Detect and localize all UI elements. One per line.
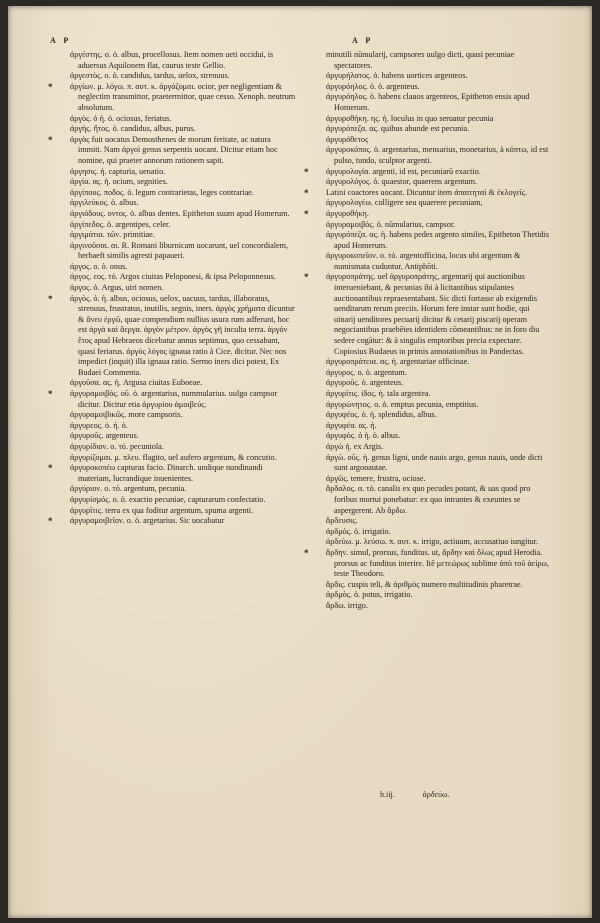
dictionary-entry [306, 92, 552, 113]
entry-text: ἀργέστης. ο. ὁ. albus, procellosus. Item nomen ueti occidui, is aduersus Aquilonem flat, caurus teste Gellio. [70, 50, 274, 70]
asterisk-marker: * [304, 166, 309, 177]
entry-text: ἀργὴς. ἥτος. ὁ. candidus, albus, purus. [70, 124, 196, 134]
dictionary-entry [50, 230, 296, 241]
dictionary-entry [50, 453, 296, 464]
dictionary-entry [50, 220, 296, 231]
entry-text: ἀργυρόηλος. ὁ. ὀ. argenteus. [326, 81, 420, 91]
left-column [50, 50, 296, 527]
asterisk-marker: * [304, 208, 309, 219]
dictionary-entry [50, 272, 296, 283]
dictionary-entry [50, 410, 296, 421]
dictionary-entry [50, 114, 296, 125]
entry-text: ἀργὸς. ὁ. ἡ. albus, ociosus, uelox, uacuus, tardus, illaboratus, strenuus, frustratus, inutilis, segnis, iners. ἀργὸς χρήματα dicuntur & ἄνευ ἐργῶ, quae compendium nullius usura rum adferunt, hoc est ἀργὰ καὶ ἄεργα. ἀργὸν μέτρον. ἀργὸς γῆ inculta terra. ἀργὸν ἔτος apud Hebraeos dicebatur annus septimus, quo cessabant, quasi feriarus. ἀργὸς λόγος ignaua ratio à Cice. dicitur. Nec nos impedict (inquit) illa ignaua ratio. Sermo iners dici potest, Ex Budaei Commenta. [70, 293, 295, 377]
dictionary-entry [306, 378, 552, 389]
entry-text: ἀργυρῖτις. terra ex qua foditur argentum, spuma argenti. [70, 505, 254, 515]
dictionary-entry [50, 378, 296, 389]
entry-text: ἀργος. ο. ὁ. onus. [70, 261, 128, 271]
entry-text: ἀργυρόηλος. ὁ. habens clauos argenteos, Epitheton ensis apud Homerum. [326, 92, 530, 112]
entry-text: ἀργῶς. temere, frustra, ociose. [326, 473, 426, 483]
dictionary-entry [306, 50, 552, 71]
entry-text: ἀργυροῦς. argenteus. [70, 431, 139, 441]
asterisk-marker: * [48, 81, 53, 92]
dictionary-entry [306, 389, 552, 400]
entry-text: ἀργυροκοπεῖον. ο. τό. argentofficina, locus ubi argentum & numismata cuduntur, Antiphōti. [326, 251, 521, 271]
entry-text: minutili nūmularij, campsores uulgo dicti, quasi pecuniae spectatores. [326, 50, 515, 70]
dictionary-entry [306, 230, 552, 251]
entry-text: ἀργος. ὁ. Argus, uiri nomen. [70, 283, 164, 293]
entry-text: ἀργυρίσμός. ο. ὁ. exactio pecuniae, capturarum confectatio. [70, 494, 266, 504]
dictionary-entry [306, 537, 552, 548]
entry-text: ἀργυροκοπέω capturas facio. Dinarch. undique nundinandi materiam, lucrandique inuenientes. [70, 463, 263, 483]
dictionary-entry [306, 484, 552, 516]
dictionary-entry [306, 580, 552, 591]
entry-text: ἄρδαλος. α. τό. canalis ex quo pecudes potant, & uas quod pro foribus mortui ponebatur: ex quo intrantes & exeuntes se aspergerent. Ab ἄρδω. [326, 484, 531, 515]
dictionary-entry [306, 188, 552, 199]
dictionary-entry [50, 188, 296, 199]
dictionary-entry [306, 431, 552, 442]
entry-text: ἀργυρίδιον. ο. τό. pecuniola. [70, 441, 164, 451]
entry-text: ἀργυραμοιβός. ὁ. nūmularius, campsor. [326, 219, 456, 229]
entry-text: ἀργύριον. ο. τό. argentum, pecunia. [70, 484, 187, 494]
dictionary-entry [306, 124, 552, 135]
dictionary-entry [50, 82, 296, 114]
dictionary-entry [306, 145, 552, 166]
entry-text: ἀργυροθήκη. [326, 208, 369, 218]
entry-text: ἀργυρόπεζα. ας. ἡ. habens pedes argento similes, Epitheton Thetidis apud Homerum. [326, 230, 550, 250]
page-footer [380, 790, 475, 799]
dictionary-entry [50, 50, 296, 71]
asterisk-marker: * [304, 272, 309, 283]
signature-mark: h.iij. [380, 790, 395, 799]
entry-text: ἄρδευσις. [326, 516, 358, 526]
asterisk-marker: * [304, 547, 309, 558]
dictionary-entry [306, 474, 552, 485]
entry-text: ἀργυραμοιβεῖον. ο. ὁ. argetarius. Sic uocabatur [70, 516, 225, 526]
entry-text: ἀργία. ας. ἡ. ocium, segnities. [70, 177, 168, 187]
dictionary-entry [306, 357, 552, 368]
dictionary-entry [50, 198, 296, 209]
dictionary-entry [306, 527, 552, 538]
asterisk-marker: * [48, 134, 53, 145]
dictionary-entry [50, 167, 296, 178]
entry-text: ἀργυρεος. ὁ. ἡ. ὀ. [70, 420, 128, 430]
dictionary-entry [306, 590, 552, 601]
entry-text: ἀργος. εος. τό. Argos ciuitas Peloponesi, & ipsa Peloponnesus. [70, 272, 276, 282]
dictionary-entry [306, 400, 552, 411]
dictionary-entry [306, 548, 552, 580]
entry-text: ἀργίπεδος. ὁ. argentipes, celer. [70, 219, 171, 229]
dictionary-entry [50, 463, 296, 484]
entry-text: ἀργοῦσα. ας. ἡ. Argusa ciuitas Euboeae. [70, 378, 203, 388]
dictionary-entry [50, 262, 296, 273]
dictionary-entry [306, 114, 552, 125]
running-head-right: A P [352, 36, 374, 45]
dictionary-entry [50, 135, 296, 167]
entry-text: ἀργυροπράτης. uel ἀργυροπράτης, argentarij qui auctionibus interueniebant, & pecunias ibi à licitantibus stipulantes auctionantibus repraesentabant. Sic dicti fortasse ab exigendis uenditarum rerum preciis. Horum fere instar sunt hodie, qui uinarij uenditores pecuarij dicitur & cetarij piscarij operam negociantibus praebētes identidem cōmeantibus: ne in foro diu sedere cogātur: & à singulis emptoribus precia expectare. Copiosius Budaeus in primis annotationibus in Pandectas. [326, 272, 540, 356]
dictionary-entry [50, 442, 296, 453]
entry-text: ἀργυρολόγος. ὁ. quaestor, quaerens argentum. [326, 177, 477, 187]
dictionary-entry [50, 516, 296, 527]
dictionary-entry [306, 516, 552, 527]
entry-text: ἀργιμάτια. τῶν. primitiae. [70, 230, 155, 240]
asterisk-marker: * [48, 389, 53, 399]
entry-text: ἀργιλεύκος. ὁ. albus. [70, 198, 139, 208]
entry-text: ἀργυροθήκη. ης. ἡ. loculus in quo seruatur pecunia [326, 113, 494, 123]
entry-text: ἀργυρόπεζα. ας. quibus abunde est pecunia. [326, 124, 470, 134]
dictionary-entry [306, 368, 552, 379]
dictionary-entry [50, 294, 296, 379]
entry-text: ἀργυρίζομαι. μ. πλευ. flagito, uel aufero argentum, & concutio. [70, 452, 277, 462]
entry-text: ἀργυροκόπος. ὁ. argentarius, mensarius, monetarius, à κόπτω, id est pulso, tundo, sculptor argenti. [326, 145, 549, 165]
entry-text: Latini coactores uocant. Dicuntur item ἀπαιτηταὶ & ἐκλογεῖς. [326, 187, 527, 197]
dictionary-entry [50, 484, 296, 495]
entry-text: ἀργίων. μ. λόγω. π. αυτ. κ. ἀργάζομαι. ocior, per negligentiam & neglectim transmittor, praetermittor, quae cesso. Xenoph. neutrum absolutum. [70, 81, 296, 112]
entry-text: ἀργὼ ἡ. ex Argis. [326, 441, 384, 451]
entry-text: ἄρδις. cuspis teli, & ἀριθμὸς numero multitudinis pharetrae. [326, 579, 523, 589]
dictionary-entry [306, 71, 552, 82]
dictionary-entry [306, 209, 552, 220]
entry-text: ἀργίπους. ποδος. ὁ. legum contrarietas, leges contrariae. [70, 187, 254, 197]
dictionary-entry [50, 71, 296, 82]
asterisk-marker: * [304, 187, 309, 198]
dictionary-entry [306, 421, 552, 432]
entry-text: ἀργὸς. ὁ ἡ. ὀ. ociosus, feriatus. [70, 113, 172, 123]
dictionary-entry [50, 421, 296, 432]
dictionary-entry [50, 241, 296, 262]
entry-text: ἀργυροπράτεια. ας. ἡ. argentariae officinae. [326, 357, 470, 367]
entry-text: ἀργεστὸς. ο. ὁ. candidus, tardus, uelox, strenuus. [70, 71, 230, 81]
dictionary-entry [50, 495, 296, 506]
dictionary-entry [50, 389, 296, 410]
dictionary-entry [306, 442, 552, 453]
dictionary-entry [50, 283, 296, 294]
entry-text: ἀργυφὸς. ὁ ἡ. ὀ. albus. [326, 431, 401, 441]
asterisk-marker: * [48, 516, 53, 527]
entry-text: ἀργυραμοιβικῶς. more campsoris. [70, 410, 183, 420]
entry-text: ἀργυφέα. ας. ἡ. [326, 420, 377, 430]
asterisk-marker: * [48, 463, 53, 474]
asterisk-marker: * [48, 293, 53, 304]
entry-text: ἀργυρώνητος. ο. ὁ. emptus pecunia, emptitius. [326, 399, 479, 409]
entry-text: ἀργυρολογία. argenti, id est, pecuniarū exactio. [326, 166, 481, 176]
dictionary-entry [50, 177, 296, 188]
dictionary-entry [306, 220, 552, 231]
entry-text: ἀργινοῦσαι. αι. R. Romani liburnicam uocarunt, uel concordialem, herbaeft similis agresti papaueri. [70, 240, 289, 261]
entry-text: ἀργησις. ἡ. capturia, uenatio. [70, 166, 166, 176]
dictionary-entry [306, 167, 552, 178]
dictionary-entry [50, 124, 296, 135]
dictionary-entry [306, 601, 552, 612]
dictionary-entry [306, 251, 552, 272]
entry-text: ἀργυρήλατος. ὁ. habens uortices argenteos. [326, 71, 468, 81]
entry-text: ἄρδην. simul, prorsus, funditus. ut, ἄρδην καὶ ὅλως apud Herodia. prorsus ac funditus interire. Itē μετεώρως sublime ἀπὸ τοῦ ἀείρω, teste Theodoro. [326, 547, 549, 579]
entry-text: ἀργυρόθετος [326, 134, 369, 144]
entry-text: ἀργὼ. οῦς. ἡ. genus ligni, unde nauis argo, genus nauis, unde dicti sunt argonautae. [326, 452, 543, 473]
dictionary-entry [306, 410, 552, 421]
running-head-left: A P [50, 36, 72, 45]
entry-text: ἀργυφέος. ὁ. ἡ. splendidus, albus. [326, 410, 437, 420]
right-column [306, 50, 552, 611]
catchword: ἀρδεύω. [422, 790, 450, 799]
dictionary-entry [306, 135, 552, 146]
dictionary-entry [50, 209, 296, 220]
entry-text: ἀρδμὸς. ὁ. irrigatio. [326, 526, 391, 536]
entry-text: ἀργυρος. ο. ὁ. argentum. [326, 367, 407, 377]
document-page [8, 6, 592, 918]
dictionary-entry [50, 431, 296, 442]
dictionary-entry [306, 177, 552, 188]
dictionary-entry [306, 272, 552, 357]
dictionary-entry [306, 82, 552, 93]
dictionary-entry [306, 453, 552, 474]
entry-text: ἀργυροῦς. ὁ. argenteus. [326, 378, 404, 388]
entry-text: ἀργυραμοιβός. οῦ. ὁ. argentarius, nummularius. uulgo campsor dicitur. Dicitur etia ἀργυρίου ἀμοιβεύς. [70, 389, 278, 409]
entry-text: ἀρδεύω. μ. λεύσω. π. αυτ. κ. irrigo, actiuum, accusatiuo iungitur. [326, 537, 539, 547]
entry-text: ἀργὰς fuit uocatus Demosthenes de morum feritate, ac natura immiti. Nam ἀργοὶ genus serpentis uocant. Dicitur etiam hoc nomine, qui praeter annorum rationem sapit. [70, 134, 278, 165]
entry-text: ἀρδμὸς. ὁ. potus, irrigatio. [326, 590, 413, 600]
entry-text: ἄρδω. irrigo. [326, 600, 368, 610]
entry-text: ἀργυρῖτις. ίδος. ἡ. tala argentea. [326, 389, 431, 398]
entry-text: ἀργυρολογέω. colligere seu quaerere pecuniam, [326, 198, 483, 208]
dictionary-entry [306, 198, 552, 209]
dictionary-entry [50, 506, 296, 517]
entry-text: ἀργιόδους. οντος. ὁ. albus dentes. Epitheton suum apud Homerum. [70, 208, 290, 218]
